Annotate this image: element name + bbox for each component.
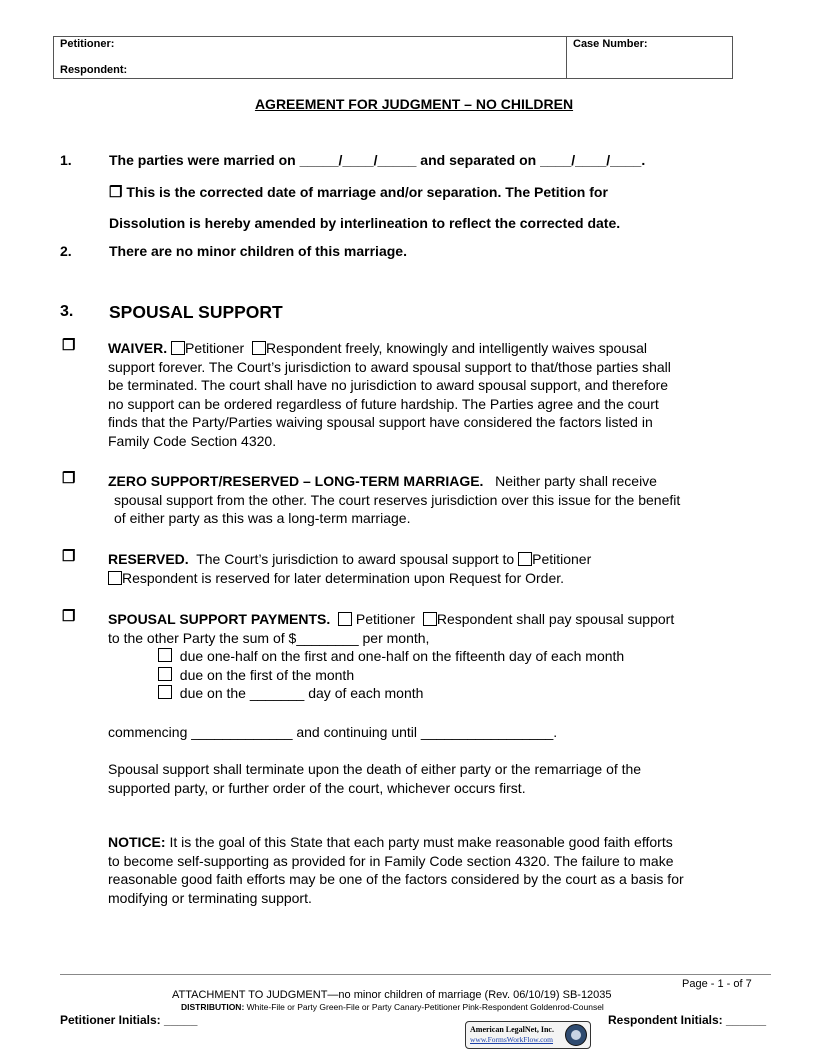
reserved-petitioner-checkbox[interactable] <box>518 552 532 566</box>
waiver-line: finds that the Party/Parties waiving spousal support have considered the factors listed in <box>108 414 653 431</box>
document-title: AGREEMENT FOR JUDGMENT – NO CHILDREN <box>254 96 574 112</box>
waiver-respondent-text: Respondent freely, knowingly and intelligently waives spousal <box>265 340 648 356</box>
payments-respondent-checkbox[interactable] <box>423 612 437 626</box>
page-number: Page - 1 - of 7 <box>682 978 752 990</box>
payments-checkbox[interactable]: ❒ <box>62 608 76 625</box>
corrected-date-line2: Dissolution is hereby amended by interlineation to reflect the corrected date. <box>109 215 621 231</box>
formsworkflow-link[interactable]: www.FormsWorkFlow.com <box>470 1035 554 1044</box>
waiver-petitioner-label: Petitioner <box>185 340 245 356</box>
attachment-caption: ATTACHMENT TO JUDGMENT—no minor children of marriage (Rev. 06/10/19) SB-12035 <box>172 989 612 1001</box>
zero-support-line: spousal support from the other. The court reserves jurisdiction over this issue for the benefit <box>114 491 681 508</box>
respondent-initials: Respondent Initials: ______ <box>608 1013 767 1027</box>
waiver-line: no support can be ordered regardless of future hardship. The Parties agree and the court <box>108 395 659 412</box>
waiver-line: Family Code Section 4320. <box>108 432 277 449</box>
payment-option-checkbox[interactable] <box>158 648 172 662</box>
waiver-line: support forever. The Court’s jurisdiction to award spousal support to that/those parties shall <box>108 358 671 375</box>
reserved-checkbox[interactable]: ❒ <box>62 548 76 565</box>
item2-number: 2. <box>60 243 72 259</box>
distribution-line: DISTRIBUTION: White-File or Party Green-File or Party Canary-Petitioner Pink-Respondent Goldenrod-Counsel <box>181 1002 604 1012</box>
petitioner-label: Petitioner: <box>60 38 115 50</box>
payment-option: due on the first of the month <box>108 666 778 685</box>
respondent-label: Respondent: <box>60 64 128 76</box>
item2-text: There are no minor children of this marriage. <box>109 243 407 259</box>
payment-option-checkbox[interactable] <box>158 685 172 699</box>
payments-petitioner-checkbox[interactable] <box>338 612 352 626</box>
item1-number: 1. <box>60 152 72 168</box>
zero-support-label: ZERO SUPPORT/RESERVED – LONG-TERM MARRIAGE. <box>108 473 484 489</box>
formsworkflow-logo[interactable]: American LegalNet, Inc. www.FormsWorkFlow.com <box>465 1021 591 1049</box>
reserved-label: RESERVED. <box>108 551 189 567</box>
payments-amount-line: to the other Party the sum of $________ per month, <box>108 629 430 646</box>
notice-label: NOTICE: <box>108 834 166 850</box>
reserved-paragraph: RESERVED. The Court’s jurisdiction to award spousal support to Petitioner Respondent is reserved for later determination upon Request for Order. <box>108 551 592 586</box>
payment-option: due one-half on the first and one-half on the fifteenth day of each month <box>108 647 778 666</box>
payment-option: due on the _______ day of each month <box>108 684 778 703</box>
payments-paragraph: SPOUSAL SUPPORT PAYMENTS. Petitioner Respondent shall pay spousal support to the other Party the sum of $________ per month, due one-half on the first and one-half on the fifteenth day of each month due on the first of the month due on the _______ day of each month <box>108 610 778 703</box>
waiver-respondent-checkbox[interactable] <box>252 341 266 355</box>
waiver-label: WAIVER. <box>108 340 168 356</box>
waiver-line: be terminated. The court shall have no jurisdiction to award spousal support, and therefore <box>108 377 669 394</box>
petitioner-initials: Petitioner Initials: _____ <box>60 1013 198 1027</box>
item1-text: The parties were married on _____/____/_____ and separated on ____/____/____. <box>109 152 646 168</box>
item3-number: 3. <box>60 303 74 320</box>
corrected-date-checkbox[interactable]: ❒ <box>109 184 123 201</box>
case-header-divider <box>566 36 567 79</box>
zero-support-line: of either party as this was a long-term marriage. <box>114 510 411 527</box>
payments-label: SPOUSAL SUPPORT PAYMENTS. <box>108 611 331 627</box>
spousal-support-heading: SPOUSAL SUPPORT <box>109 302 283 322</box>
terminate-paragraph: Spousal support shall terminate upon the death of either party or the remarriage of the supported party, or further order of the court, whichever occurs first. <box>108 761 642 796</box>
corrected-date-line1: ❒ This is the corrected date of marriage and/or separation. The Petition for <box>109 184 608 201</box>
zero-support-paragraph: ZERO SUPPORT/RESERVED – LONG-TERM MARRIAGE. Neither party shall receive spousal support from the other. The court reserves jurisdiction over this issue for the benefit of either party as this was a long-term marriage. <box>108 472 778 528</box>
payment-option-checkbox[interactable] <box>158 667 172 681</box>
waiver-petitioner-checkbox[interactable] <box>171 341 185 355</box>
zero-support-checkbox[interactable]: ❒ <box>62 470 76 487</box>
seal-icon <box>565 1024 587 1046</box>
waiver-paragraph <box>108 339 778 451</box>
footer-divider <box>60 974 771 975</box>
reserved-respondent-checkbox[interactable] <box>108 571 122 585</box>
notice-paragraph: NOTICE: It is the goal of this State that each party must make reasonable good faith efforts to become self-supporting as provided for in Family Code section 4320. The failure to make reasonable good faith efforts may be one of the factors considered by the court as a basis for modifying or terminating support. <box>108 834 684 906</box>
commencing-line: commencing _____________ and continuing until _________________. <box>108 724 558 740</box>
case-number-label: Case Number: <box>573 38 648 50</box>
waiver-checkbox[interactable]: ❒ <box>62 337 76 354</box>
